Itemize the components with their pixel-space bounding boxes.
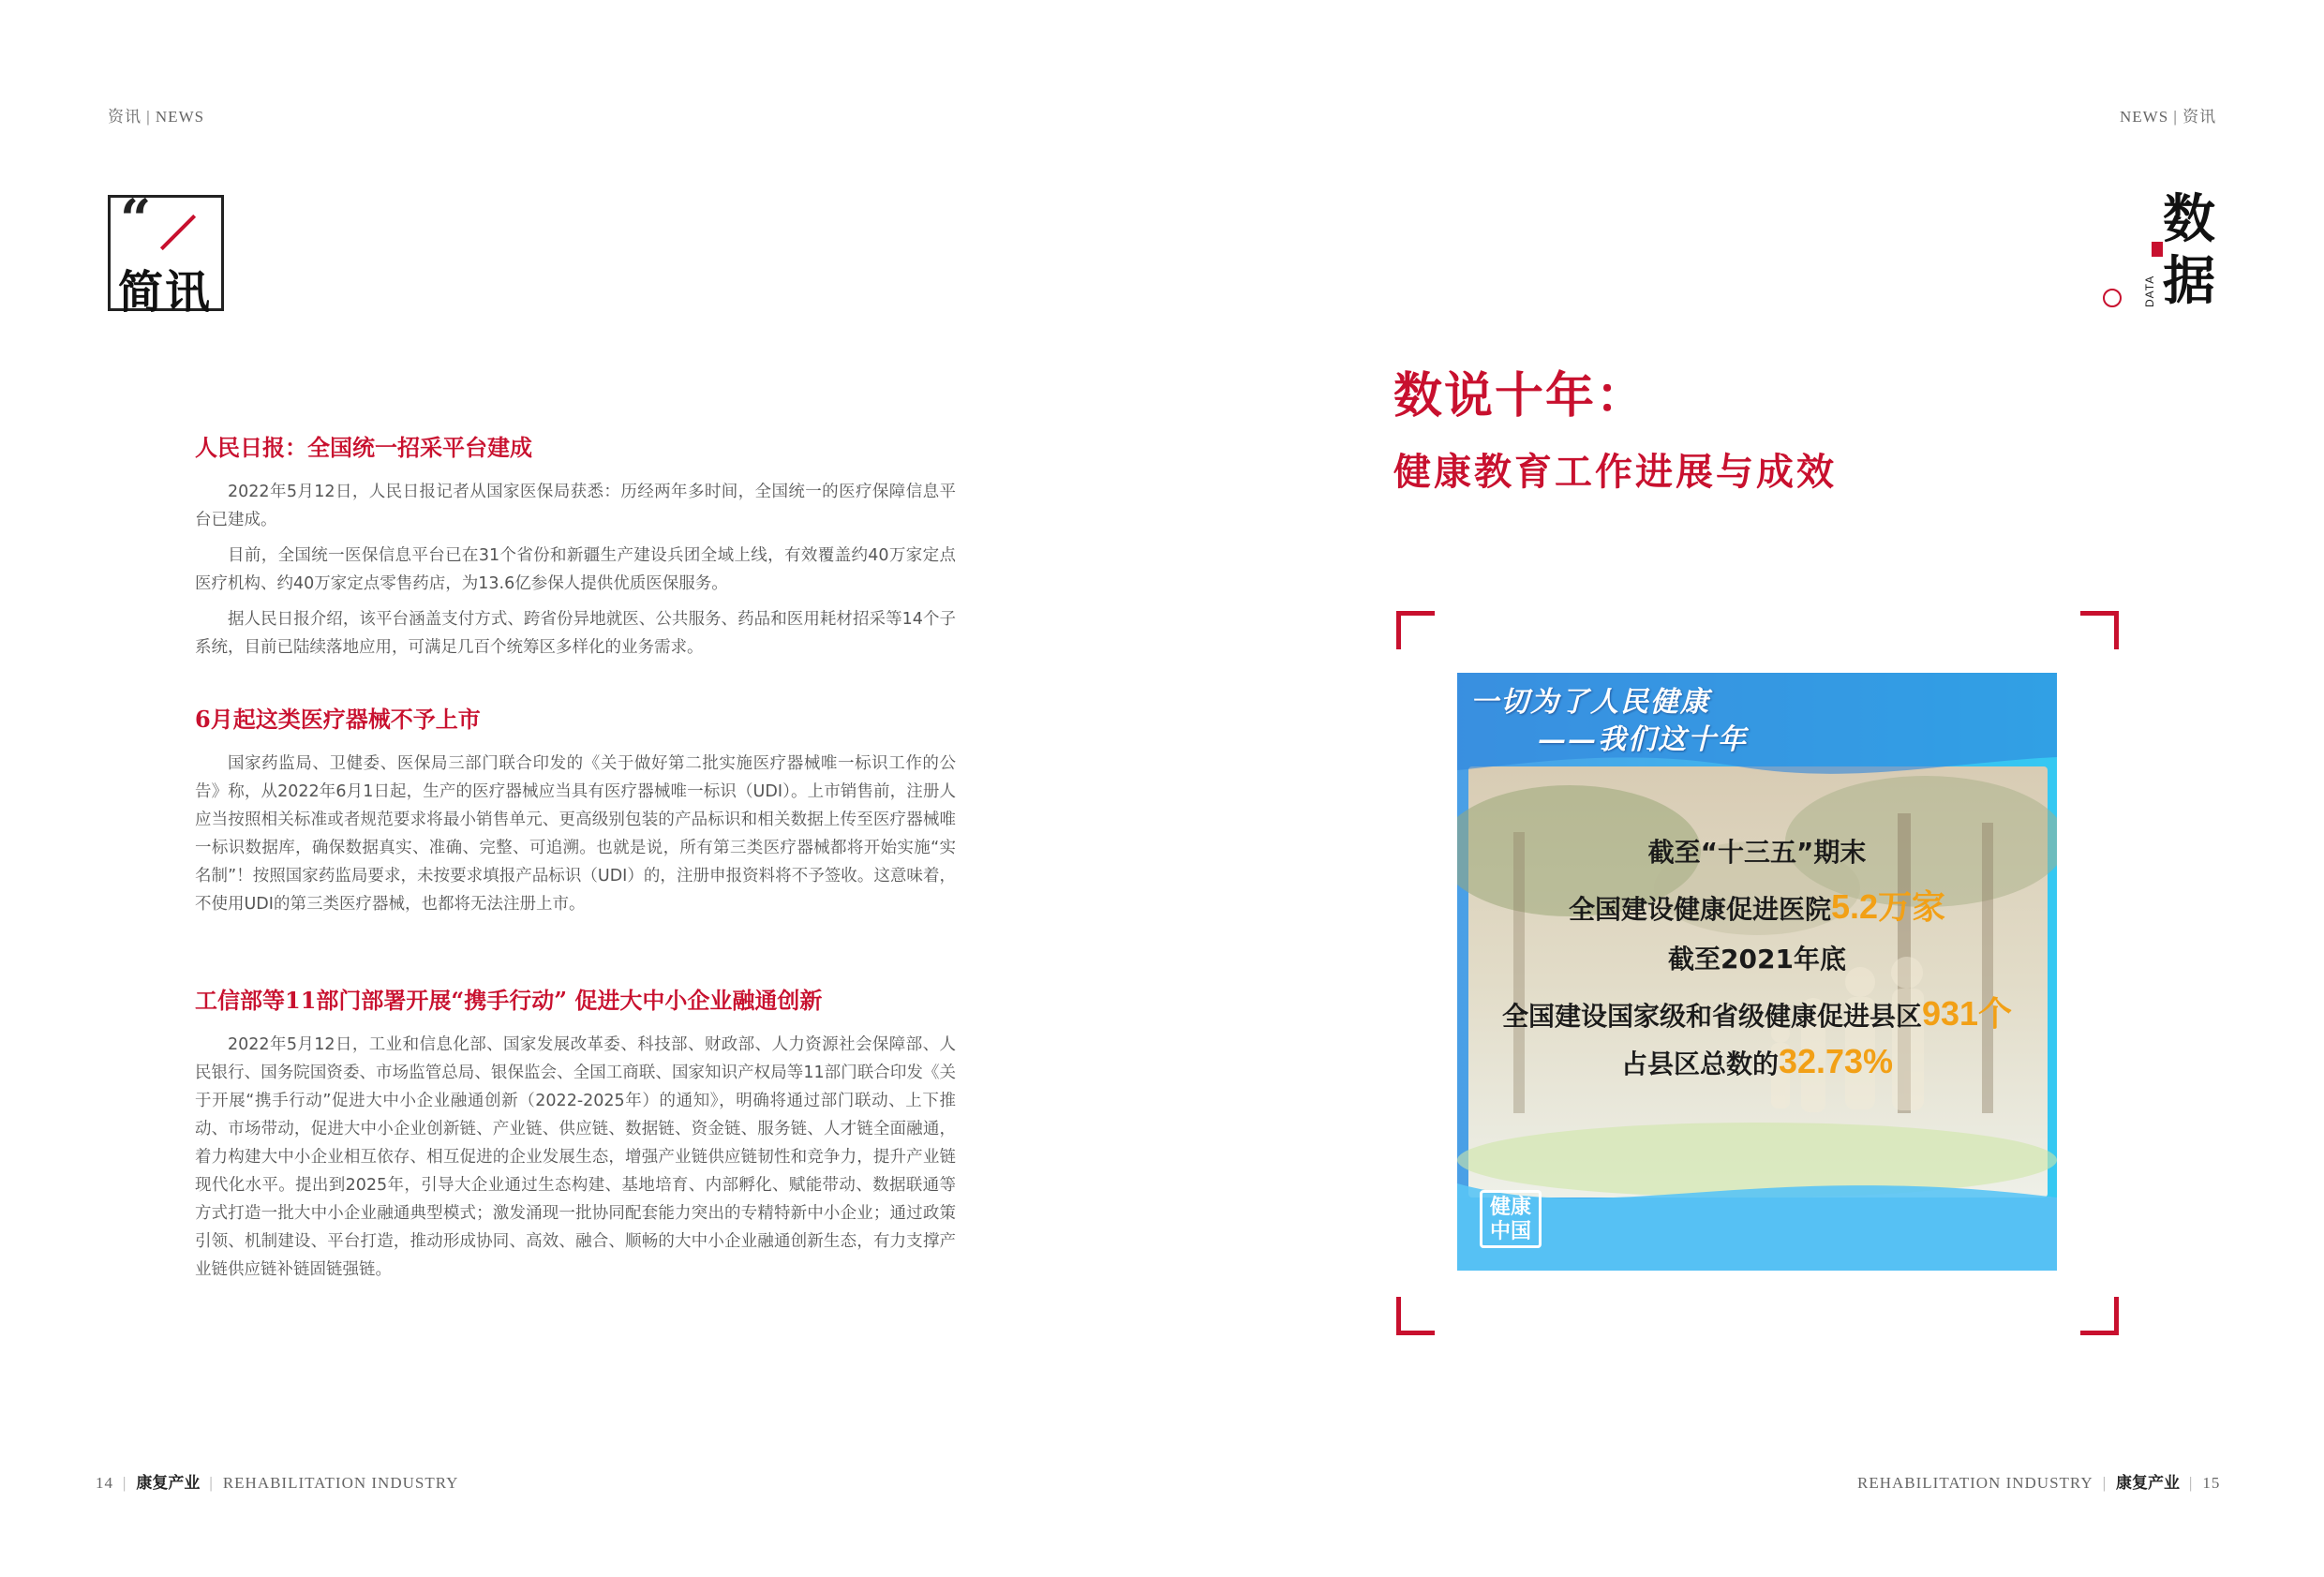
article-3: [195, 986, 956, 1015]
left-running-head: 资讯 | NEWS: [108, 108, 205, 126]
magazine-name-cn: 康复产业: [136, 1474, 201, 1493]
healthy-china-logo: [1480, 1190, 1542, 1248]
stat-line-5: [1457, 1042, 2057, 1081]
frame-corner-icon: [2080, 611, 2119, 649]
infographic-header-line1: 一切为了人民健康: [1470, 686, 1710, 719]
stat-line-2: [1457, 881, 2057, 929]
frame-corner-icon: [1396, 611, 1435, 649]
article-paragraph: 国家药监局、卫健委、医保局三部门联合印发的《关于做好第二批实施医疗器械唯一标识工作的公告》称，从2022年6月1日起，生产的医疗器械应当具有医疗器械唯一标识（UDI）。上市销售前，注册人应当按照相关标准或者规范要求将最小销售单元、更高级别包装的产品标识和相关数据上传至医疗器械唯一标识数据库，确保数据真实、准确、完整、可追溯。也就是说，所有第三类医疗器械都将开始实施“实名制”！按照国家药监局要求，未按要求填报产品标识（UDI）的，注册申报资料将不予签收。这意味着，不使用UDI的第三类医疗器械，也都将无法注册上市。: [195, 754, 956, 914]
article-2: [195, 705, 956, 734]
article-1: [195, 433, 956, 462]
left-footer: 14 | 康复产业 | REHABILITATION INDUSTRY: [96, 1474, 459, 1493]
frame-corner-icon: [1396, 1297, 1435, 1335]
stat-value: 5.2万家: [1830, 887, 1946, 926]
article-paragraph: 2022年5月12日，人民日报记者从国家医保局获悉：历经两年多时间，全国统一的医疗保障信息平台已建成。: [195, 483, 956, 529]
section-badge-brief: [108, 187, 224, 319]
right-running-head: NEWS | 资讯: [2120, 108, 2217, 126]
infographic-image: [1457, 673, 2057, 1271]
data-badge-bottom: 据: [2163, 250, 2215, 312]
article-title: 人民日报：全国统一招采平台建成: [195, 434, 532, 461]
logo-text-bottom: 中国: [1489, 1220, 1531, 1243]
data-badge-top: 数: [2163, 188, 2215, 250]
magazine-name-en: REHABILITATION INDUSTRY: [1857, 1474, 2093, 1492]
logo-text-top: 健康: [1489, 1196, 1531, 1219]
article-2-body: [195, 750, 956, 926]
stat-line-1: 截至“十三五”期末: [1647, 837, 1867, 868]
section-badge-label: 简讯: [118, 266, 213, 319]
data-badge-latin: DATA: [2143, 275, 2156, 307]
stat-label: 全国建设国家级和省级健康促进县区: [1501, 1001, 1922, 1032]
slash-mark-icon: [160, 215, 196, 250]
circle-ornament-icon: [2103, 289, 2122, 307]
stat-label: 全国建设健康促进医院: [1568, 894, 1831, 925]
infographic-header-line2: ——我们这十年: [1538, 723, 1748, 756]
article-1-body: [195, 478, 956, 669]
article-title: 工信部等11部门部署开展“携手行动” 促进大中小企业融通创新: [195, 987, 823, 1014]
right-footer: REHABILITATION INDUSTRY | 康复产业 | 15: [1857, 1474, 2221, 1493]
stat-line-3: 截至2021年底: [1668, 944, 1846, 974]
article-paragraph: 据人民日报介绍，该平台涵盖支付方式、跨省份异地就医、公共服务、药品和医用耗材招采等14个子系统，目前已陆续落地应用，可满足几百个统筹区多样化的业务需求。: [195, 610, 956, 657]
quote-mark-icon: “: [120, 187, 152, 251]
stat-label: 占县区总数的: [1620, 1049, 1779, 1079]
page-number: 15: [2202, 1474, 2221, 1492]
magazine-name-en: REHABILITATION INDUSTRY: [222, 1474, 459, 1492]
page-title: 数说十年：: [1393, 367, 1647, 424]
page-subtitle: 健康教育工作进展与成效: [1393, 450, 1837, 494]
infographic-header: [1470, 684, 1748, 759]
red-tag-icon: [2152, 242, 2163, 257]
frame-corner-icon: [2080, 1297, 2119, 1335]
article-paragraph: 2022年5月12日，工业和信息化部、国家发展改革委、科技部、财政部、人力资源社会保障部、人民银行、国务院国资委、市场监管总局、银保监会、全国工商联、国家知识产权局等11部门联合印发《关于开展“携手行动”促进大中小企业融通创新（2022-2025年）的通知》，明确将通过部门联动、上下推动、市场带动，促进大中小企业创新链、产业链、供应链、数据链、资金链、服务链、人才链全面融通，着力构建大中小企业相互依存、相互促进的企业发展生态，增强产业链供应链韧性和竞争力，提升产业链现代化水平。提出到2025年，引导大企业通过生态构建、基地培育、内部孵化、赋能带动、数据联通等方式打造一批大中小企业融通典型模式；激发涌现一批协同配套能力突出的专精特新中小企业；通过政策引领、机制建设、平台打造，推动形成协同、高效、融合、顺畅的大中小企业融通创新生态，有力支撑产业链供应链补链固链强链。: [195, 1035, 956, 1279]
stat-line-4: [1457, 988, 2057, 1035]
magazine-name-cn: 康复产业: [2116, 1474, 2181, 1493]
stat-value: 32.73%: [1778, 1042, 1894, 1080]
article-title: 6月起这类医疗器械不予上市: [195, 706, 481, 733]
page-number: 14: [96, 1474, 113, 1492]
article-3-body: [195, 1031, 956, 1291]
article-paragraph: 目前，全国统一医保信息平台已在31个省份和新疆生产建设兵团全域上线，有效覆盖约40万家定点医疗机构、约40万家定点零售药店，为13.6亿参保人提供优质医保服务。: [195, 546, 956, 593]
stat-value: 931个: [1921, 994, 2013, 1033]
